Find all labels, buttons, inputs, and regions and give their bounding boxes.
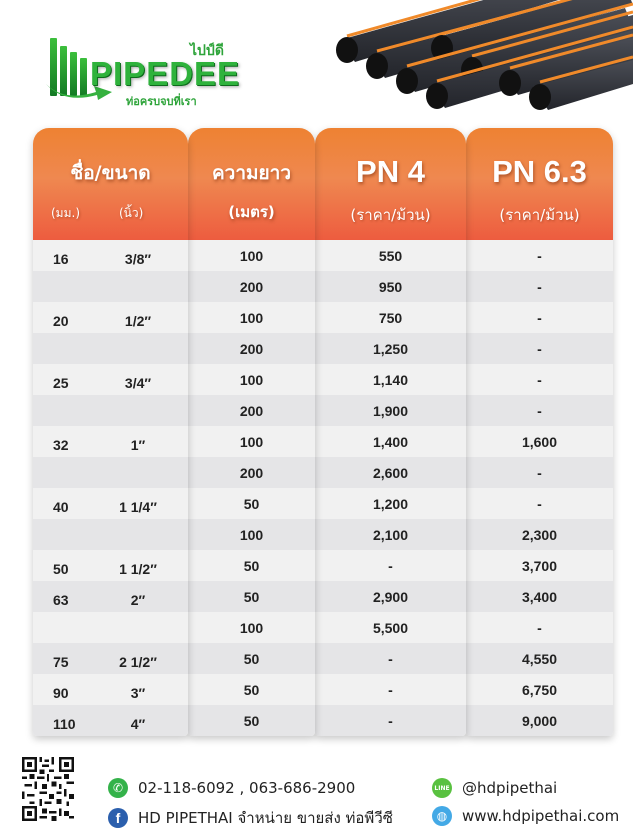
- size-header-mm: (มม.): [51, 206, 80, 220]
- size-inch: 2 1/2″: [119, 653, 157, 670]
- size-cell: [33, 488, 188, 519]
- length-cell: 200: [188, 395, 315, 426]
- size-header: [33, 128, 188, 240]
- pn4-price-cell: 1,200: [372, 495, 409, 512]
- pn4-header-unit: (ราคา/ม้วน): [350, 206, 431, 224]
- size-cell: [33, 643, 188, 674]
- length-cell: 50: [188, 581, 315, 612]
- brand-name: PIPEDEE: [90, 55, 241, 92]
- size-cell: [33, 581, 188, 612]
- size-inch: 1/2″: [124, 312, 152, 329]
- size-cell: [33, 333, 188, 364]
- size-mm: 25: [53, 374, 69, 391]
- size-cell: [33, 395, 188, 426]
- pn4-price-cell: 5,500: [372, 619, 409, 636]
- size-inch: 2″: [130, 591, 146, 608]
- size-mm: 63: [53, 591, 69, 608]
- length-cell: 200: [188, 271, 315, 302]
- pn63-price-cell: -: [537, 371, 542, 388]
- length-cell: 100: [188, 519, 315, 550]
- size-inch: 3/4″: [124, 374, 152, 391]
- length-cell: 100: [239, 433, 264, 450]
- size-header-title: ชื่อ/ขนาด: [70, 162, 151, 184]
- size-inch: 3″: [130, 684, 146, 701]
- size-header-inch: (นิ้ว): [119, 206, 144, 220]
- pn63-price-cell: 6,750: [521, 681, 558, 698]
- pn4-price-cell: 550: [378, 247, 403, 264]
- pn4-price-cell: 2,600: [315, 457, 466, 488]
- size-inch: 1 1/2″: [119, 560, 157, 577]
- pn63-price-cell: -: [466, 457, 613, 488]
- length-header-title: ความยาว: [211, 162, 292, 184]
- size-mm: 75: [53, 653, 69, 670]
- size-mm: 90: [53, 684, 69, 701]
- length-cell: 50: [243, 681, 260, 698]
- size-cell: [33, 426, 188, 457]
- pn63-price-cell: -: [466, 395, 613, 426]
- size-cell: [33, 519, 188, 550]
- size-mm: 40: [53, 498, 69, 515]
- pn4-price-cell: 2,100: [315, 519, 466, 550]
- pn4-column: [315, 128, 466, 736]
- website-contact[interactable]: [432, 806, 619, 826]
- pn4-header: [315, 128, 466, 240]
- length-header: [188, 128, 315, 240]
- phone-numbers[interactable]: 02-118-6092 , 063-686-2900: [138, 779, 356, 797]
- line-id[interactable]: @hdpipethai: [462, 779, 558, 797]
- pn4-price-cell: 2,900: [315, 581, 466, 612]
- length-header-unit: (เมตร): [228, 203, 275, 221]
- pn4-price-cell: 1,140: [372, 371, 409, 388]
- pn63-price-cell: -: [466, 333, 613, 364]
- facebook-contact[interactable]: [108, 806, 393, 830]
- pn4-price-cell: 750: [378, 309, 403, 326]
- pn63-price-cell: 3,700: [521, 557, 558, 574]
- pn4-price-cell: -: [315, 643, 466, 674]
- length-cell: 100: [239, 619, 264, 636]
- length-cell: 100: [239, 309, 264, 326]
- pipedee-logo: [40, 30, 240, 110]
- length-cell: 200: [188, 457, 315, 488]
- pn63-price-cell: 4,550: [466, 643, 613, 674]
- size-mm: 20: [53, 312, 69, 329]
- size-cell: [33, 674, 188, 705]
- length-column: [188, 128, 315, 736]
- pn4-header-title: PN 4: [356, 154, 425, 189]
- pn4-price-cell: 1,250: [315, 333, 466, 364]
- pn63-price-cell: -: [466, 271, 613, 302]
- price-table: [33, 128, 613, 736]
- pn63-price-cell: 2,300: [466, 519, 613, 550]
- pn63-rows: [466, 240, 613, 736]
- size-mm: 110: [53, 715, 76, 732]
- pn63-price-cell: -: [537, 309, 542, 326]
- facebook-page-name[interactable]: HD PIPETHAI จำหน่าย ขายส่ง ท่อพีวีซี: [138, 809, 393, 827]
- pn4-price-cell: 1,900: [315, 395, 466, 426]
- pn63-price-cell: 3,400: [466, 581, 613, 612]
- size-cell: [33, 364, 188, 395]
- size-inch: 1 1/4″: [119, 498, 157, 515]
- length-cell: 100: [239, 371, 264, 388]
- qr-code[interactable]: [22, 757, 74, 821]
- length-cell: 50: [188, 643, 315, 674]
- pn4-price-cell: -: [388, 681, 393, 698]
- size-mm: 32: [53, 436, 69, 453]
- length-cell: 100: [239, 247, 264, 264]
- pn63-price-cell: 9,000: [466, 705, 613, 736]
- pn63-header: [466, 128, 613, 240]
- brand-tagline: ท่อครบจบที่เรา: [126, 95, 197, 108]
- pn4-price-cell: -: [315, 705, 466, 736]
- size-inch: 3/8″: [124, 250, 152, 267]
- hdpe-pipes-image: [325, 0, 633, 120]
- size-mm: 16: [53, 250, 69, 267]
- pn4-rows: [315, 240, 466, 736]
- size-cell: [33, 302, 188, 333]
- phone-icon: ✆: [108, 778, 128, 798]
- size-cell: [33, 240, 188, 271]
- length-cell: 50: [243, 557, 260, 574]
- size-cell: [33, 612, 188, 643]
- facebook-icon: f: [108, 808, 128, 828]
- size-cell: [33, 457, 188, 488]
- pn63-header-unit: (ราคา/ม้วน): [499, 206, 580, 224]
- pn4-price-cell: 1,400: [372, 433, 409, 450]
- size-inch: 4″: [130, 715, 146, 732]
- pn4-price-cell: -: [388, 557, 393, 574]
- pn4-price-cell: 950: [315, 271, 466, 302]
- size-cell: [33, 271, 188, 302]
- pn63-price-cell: -: [537, 619, 542, 636]
- length-cell: 200: [188, 333, 315, 364]
- size-rows: [33, 240, 188, 736]
- website-url[interactable]: www.hdpipethai.com: [462, 807, 620, 825]
- size-mm: 50: [53, 560, 69, 577]
- pn63-price-cell: 1,600: [521, 433, 558, 450]
- length-rows: [188, 240, 315, 736]
- brand-thai-name: ไปป์ดี: [190, 43, 224, 59]
- length-cell: 50: [188, 705, 315, 736]
- phone-contact[interactable]: [108, 778, 355, 798]
- pn63-price-cell: -: [537, 247, 542, 264]
- length-cell: 50: [243, 495, 260, 512]
- size-cell: [33, 705, 188, 736]
- size-cell: [33, 550, 188, 581]
- line-icon: LINE: [432, 778, 452, 798]
- pn63-price-cell: -: [537, 495, 542, 512]
- pn63-header-title: PN 6.3: [492, 154, 587, 189]
- size-inch: 1″: [130, 436, 146, 453]
- size-column: [33, 128, 188, 736]
- pn63-column: [466, 128, 613, 736]
- globe-icon: ◍: [432, 806, 452, 826]
- line-contact[interactable]: [432, 778, 557, 798]
